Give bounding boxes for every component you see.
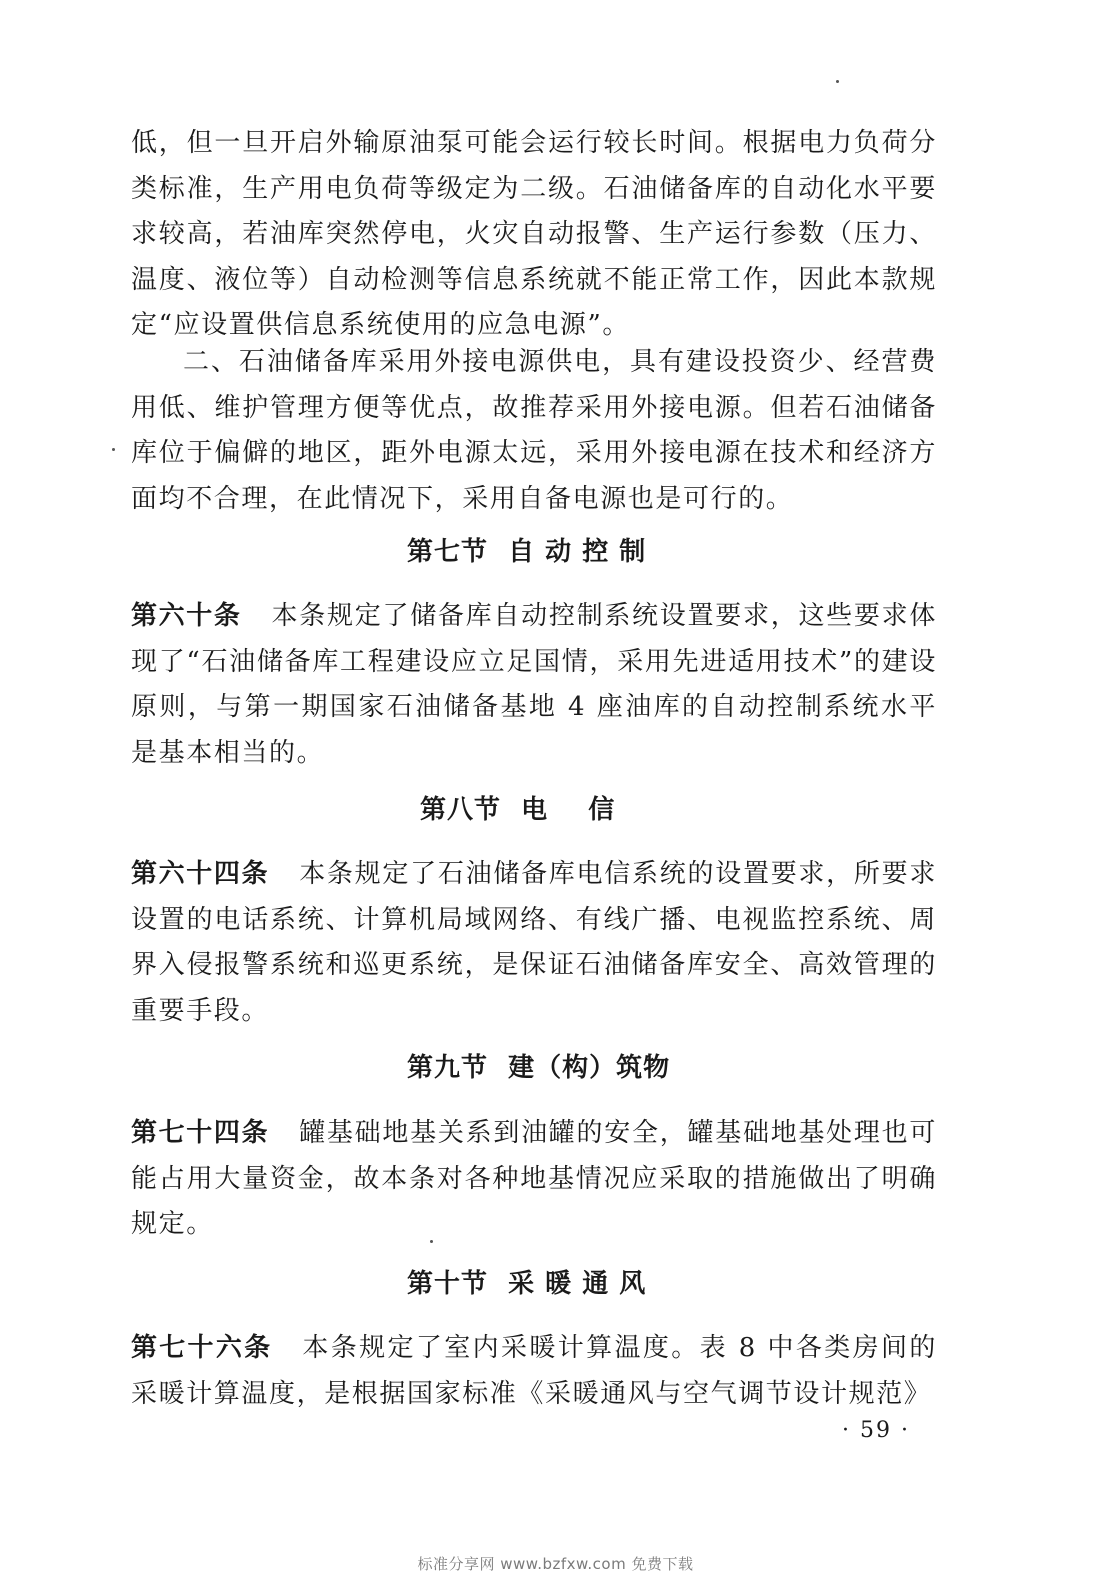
article-60: [131, 594, 937, 776]
article-64-label: 第六十四条: [131, 859, 270, 889]
paragraph-power-load: 低，但一旦开启外输原油泵可能会运行较长时间。根据电力负荷分类标准，生产用电负荷等级定为二级。石油储备库的自动化水平要求较高，若油库突然停电，火灾自动报警、生产运行参数（压力、温度、液位等）自动检测等信息系统就不能正常工作，因此本款规定“应设置供信息系统使用的应急电源”。: [131, 128, 937, 340]
article-64: [131, 852, 937, 1034]
watermark: 标准分享网 www.bzfxw.com 免费下载: [417, 1555, 694, 1573]
article-74-text: 罐基础地基关系到油罐的安全，罐基础地基处理也可能占用大量资金，故本条对各种地基情况应采取的措施做出了明确规定。: [131, 1118, 937, 1239]
article-74: [131, 1111, 937, 1248]
article-76: [131, 1326, 937, 1417]
article-76-label: 第七十六条: [131, 1333, 273, 1363]
article-76-text: 本条规定了室内采暖计算温度。表 8 中各类房间的采暖计算温度，是根据国家标准《采暖通风与空气调节设计规范》: [131, 1333, 937, 1409]
scan-speck: [430, 1240, 433, 1243]
section-heading-8: 第八节 电 信: [420, 795, 616, 825]
article-64-text: 本条规定了石油储备库电信系统的设置要求，所要求设置的电话系统、计算机局域网络、有线广播、电视监控系统、周界入侵报警系统和巡更系统，是保证石油储备库安全、高效管理的重要手段。: [131, 859, 937, 1026]
section-heading-10: 第十节 采 暖 通 风: [407, 1269, 647, 1299]
article-60-label: 第六十条: [131, 601, 242, 631]
page-number: · 59 ·: [842, 1418, 910, 1443]
section-heading-7: 第七节 自 动 控 制: [407, 537, 647, 567]
section-heading-9: 第九节 建（构）筑物: [407, 1053, 671, 1083]
scan-speck: [112, 448, 115, 451]
article-60-text: 本条规定了储备库自动控制系统设置要求，这些要求体现了“石油储备库工程建设应立足国情，采用先进适用技术”的建设原则，与第一期国家石油储备基地 4 座油库的自动控制系统水平是基本相当的。: [131, 601, 937, 768]
article-74-label: 第七十四条: [131, 1118, 270, 1148]
paragraph-external-power: 二、石油储备库采用外接电源供电，具有建设投资少、经营费用低、维护管理方便等优点，故推荐采用外接电源。但若石油储备库位于偏僻的地区，距外电源太远，采用外接电源在技术和经济方面均不合理，在此情况下，采用自备电源也是可行的。: [131, 347, 937, 514]
scan-speck: [836, 80, 839, 83]
